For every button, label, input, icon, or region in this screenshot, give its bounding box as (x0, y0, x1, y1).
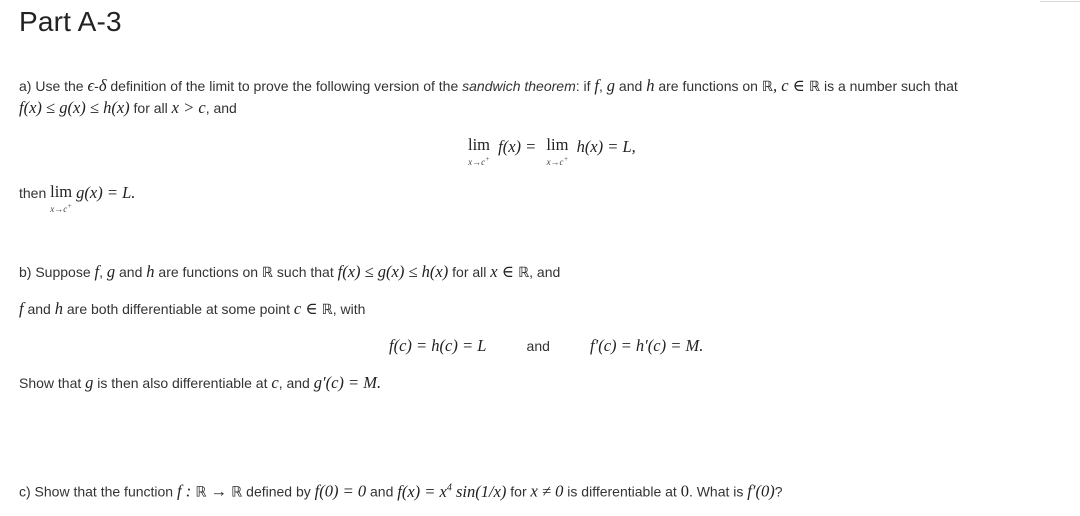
var-f: f (594, 76, 600, 95)
x-not-zero: x ≠ 0 (530, 481, 564, 501)
part-c-line (19, 479, 783, 502)
limit-f (468, 137, 490, 167)
derivative-display-equation (389, 336, 703, 356)
text: - (94, 78, 99, 94)
text: : if (575, 78, 595, 94)
text: , and (529, 264, 561, 280)
text: ? (774, 483, 783, 500)
text: and (115, 264, 147, 280)
text: are both differentiable at some point (62, 301, 294, 317)
part-a-conclusion (19, 184, 135, 214)
f-x-expression (397, 482, 506, 501)
g-prime-expression: g′(c) = M. (313, 373, 382, 392)
derivatives-equation: f′(c) = h′(c) = M. (590, 336, 704, 355)
lim-sub-text: x→c (468, 156, 486, 167)
reals-symbol: ℝ (231, 484, 243, 501)
text: , and (205, 100, 237, 116)
text: are functions on (654, 78, 762, 94)
reals-symbol: ℝ (518, 265, 530, 281)
lim-sup-text: + (563, 154, 569, 163)
reals-symbol: ℝ (321, 302, 333, 318)
lim-word: lim (546, 135, 569, 154)
c-in: c ∈ (293, 299, 322, 318)
var-g: g (606, 76, 616, 95)
reals-symbol: ℝ (195, 484, 207, 501)
values-equation: f(c) = h(c) = L (389, 336, 487, 355)
lim-sub-text: x→c (50, 203, 68, 214)
text: is differentiable at (563, 483, 681, 500)
f-x-base: f(x) = x (397, 481, 447, 501)
text: , (99, 264, 107, 280)
limit-g (50, 184, 72, 214)
f-prime-zero: f′(0) (747, 481, 775, 501)
lim-word: lim (50, 182, 73, 201)
exponent: 4 (446, 482, 452, 493)
reals-symbol: ℝ (261, 265, 274, 281)
part-b-line-2 (19, 300, 365, 319)
part-b-line-1 (19, 263, 560, 282)
text: is then also differentiable at (93, 375, 272, 391)
var-g: g (85, 373, 94, 392)
text: and (615, 78, 647, 94)
text: and (23, 301, 55, 317)
lim-sup-text: + (67, 201, 73, 210)
text: for (506, 483, 531, 500)
f-zero-expression: f(0) = 0 (314, 481, 367, 501)
limit-display-equation (468, 137, 636, 167)
var-h: h (646, 76, 655, 95)
then-text: then (19, 185, 51, 201)
arrow-symbol: → (206, 481, 232, 501)
lim-sub-text: x→c (546, 156, 564, 167)
text: and (366, 483, 398, 500)
page-title: Part A-3 (19, 6, 122, 37)
map-f: f : (176, 481, 196, 501)
sandwich-theorem-emphasis: sandwich theorem (462, 78, 576, 94)
inequality-expression: f(x) ≤ g(x) ≤ h(x) (337, 262, 449, 281)
delta-symbol: δ (98, 76, 107, 95)
f-of-x-equals: f(x) = (498, 137, 537, 156)
and-word: and (526, 338, 550, 354)
condition-expression: x > c (171, 98, 206, 117)
part-a-line-1 (19, 77, 958, 96)
text: for all (448, 264, 491, 280)
text: is a number such that (820, 78, 958, 94)
text: . What is (688, 483, 748, 500)
math-c-in: , c ∈ (772, 76, 809, 95)
text: , with (332, 301, 366, 317)
h-of-x-equals-L: h(x) = L, (576, 137, 636, 156)
text: such that (273, 264, 338, 280)
text: , and (278, 375, 314, 391)
lim-subscript (468, 156, 490, 167)
limit-h (546, 137, 568, 167)
var-g: g (106, 262, 116, 281)
var-f: f (94, 262, 100, 281)
lim-subscript (50, 203, 72, 214)
g-of-x-equals-L: g(x) = L. (76, 183, 136, 202)
lim-word: lim (468, 135, 491, 154)
reals-symbol: ℝ (808, 79, 821, 95)
text: defined by (242, 483, 315, 500)
text: c) Show that the function (19, 483, 177, 500)
part-b-show-line (19, 374, 381, 392)
lim-subscript (547, 156, 569, 167)
text: for all (129, 100, 172, 116)
part-a-line-2 (19, 99, 237, 117)
reals-symbol: ℝ (761, 79, 773, 95)
lim-sup-text: + (485, 154, 490, 163)
text: definition of the limit to prove the following version of the (106, 78, 463, 94)
epsilon-symbol: ϵ (87, 76, 95, 95)
text: a) Use the (19, 78, 88, 94)
var-c: c (271, 373, 279, 392)
var-h: h (54, 299, 63, 318)
var-h: h (146, 262, 155, 281)
zero-point: 0 (680, 481, 689, 501)
sin-term: sin(1/x) (451, 481, 507, 501)
top-right-divider (1040, 1, 1080, 2)
text: b) Suppose (19, 264, 95, 280)
inequality-expression: f(x) ≤ g(x) ≤ h(x) (19, 98, 130, 117)
text: are functions on (154, 264, 262, 280)
text: Show that (19, 375, 86, 391)
text: , (599, 78, 607, 94)
x-in: x ∈ (490, 262, 519, 281)
var-f: f (19, 299, 24, 318)
